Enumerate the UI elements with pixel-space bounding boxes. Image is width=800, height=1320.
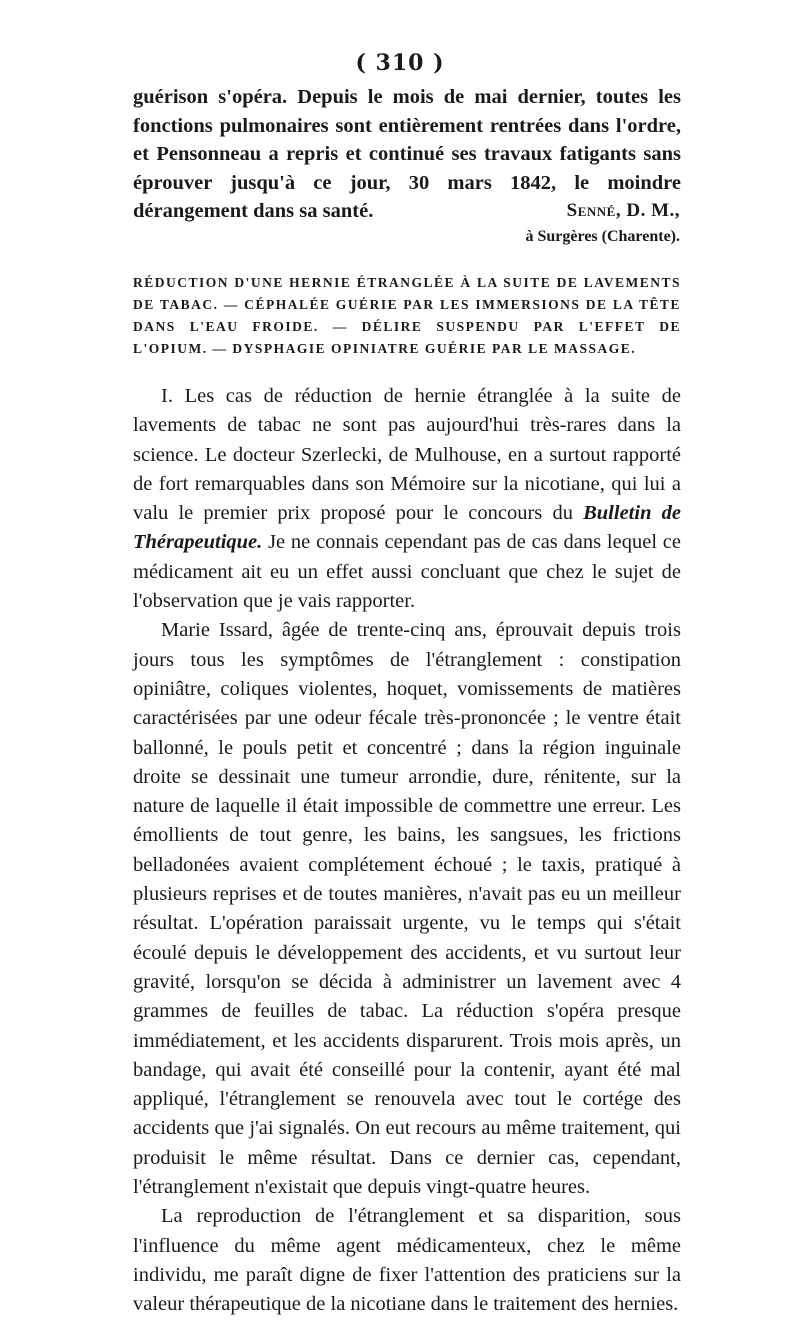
page-number: ( 310 ) [355,50,445,76]
paragraph-1-start: I. Les cas de réduction de hernie étranglée à la suite de lavements de tabac ne sont pas aujourd'hui très-rares dans la science. Le docteur Szerlecki, de Mulhouse, en a surtout rapporté de fort remarquables dans son Mémoire sur la nicotiane, qui lui a valu le premier prix proposé pour le concours du [133,385,681,525]
signature-place: à Surgères (Charente). [525,228,680,245]
paragraph-2: Marie Issard, âgée de trente-cinq ans, éprouvait depuis trois jours tous les symptômes de l'étranglement : constipation opiniâtre, coliques violentes, hoquet, vomissements de matières caractérisées par une odeur fécale très-prononcée ; le ventre était ballonné, le pouls petit et concentré ; dans la région inguinale droite se dessinait une tumeur arrondie, dure, rénitente, sur la nature de laquelle il était impossible de commettre une erreur. Les émollients de tout genre, les bains, les sangsues, les frictions belladonées avaient complétement échoué ; le taxis, pratiqué à plusieurs reprises et de toutes manières, n'avait pas eu un meilleur résultat. L'opération paraissait urgente, vu le temps qui s'était écoulé depuis le développement des accidents, et vu surtout leur gravité, lorsqu'on se décida à administrer un lavement avec 4 grammes de feuilles de tabac. La réduction s'opéra presque immédiatement, et les accidents disparurent. Trois mois après, un bandage, qui avait été conseillé pour la contenir, ayant été mal appliqué, l'étranglement se renouvela avec tout le cortége des accidents que j'ai signalés. On eut recours au même traitement, qui produisit le même résultat. Dans ce dernier cas, cependant, l'étranglement n'existait que depuis vingt-quatre heures. [133,619,681,1199]
paragraph-1 [133,382,681,616]
signature-name: Senné, D. M., [566,200,680,221]
continuation-paragraph: guérison s'opéra. Depuis le mois de mai dernier, toutes les fonctions pulmonaires sont entièrement rentrées dans l'ordre, et Pensonneau a repris et continué ses travaux fatigants sans éprouver jusqu'à ce jour, 30 mars 1842, le moindre dérangement dans sa santé. [133,86,681,222]
paragraph-3: La reproduction de l'étranglement et sa disparition, sous l'influence du même agent médicamenteux, chez le même individu, me paraît digne de fixer l'attention des praticiens sur la valeur thérapeutique de la nicotiane dans le traitement des hernies. [133,1205,681,1316]
journal-title: Bulletin de Thérapeutique. [133,502,681,554]
paragraph-1-end: Je ne connais cependant pas de cas dans lequel ce médicament ait eu un effet aussi concluant que chez le sujet de l'observation que je vais rapporter. [133,531,681,613]
section-title: RÉDUCTION D'UNE HERNIE ÉTRANGLÉE À LA SUITE DE LAVEMENTS DE TABAC. — CÉPHALÉE GUÉRIE PAR LES IMMERSIONS DE LA TÊTE DANS L'EAU FROIDE. — DÉLIRE SUSPENDU PAR L'EFFET DE L'OPIUM. — DYSPHAGIE OPINIATRE GUÉRIE PAR LE MASSAGE. [133,275,681,356]
article-body [133,382,681,1320]
